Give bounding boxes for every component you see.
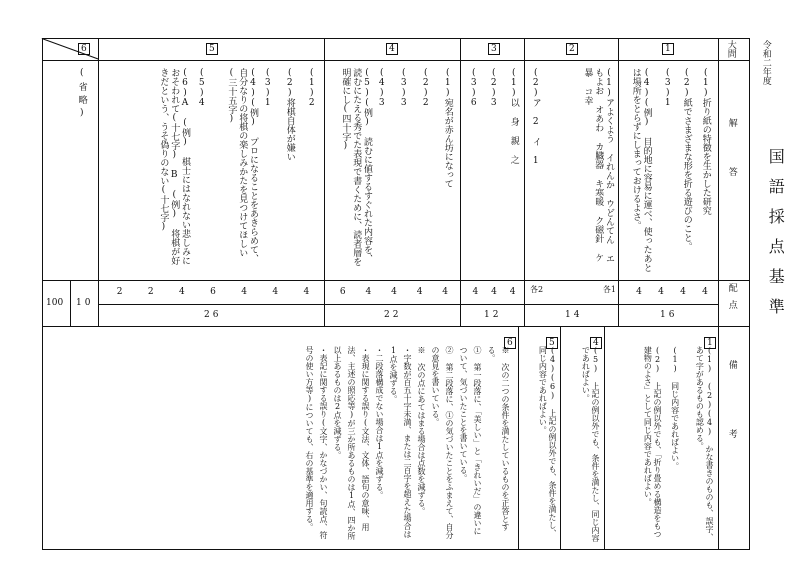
col-sep	[98, 38, 99, 326]
header-q5: 5	[206, 43, 218, 55]
q4-item-4: (4)3	[376, 68, 387, 108]
q5-item-1: (1)2	[306, 68, 317, 108]
q5-item-4: (4)(例) プロになることをあきらめて、自分なりの将棋の楽しみかたを見つけてほしい(三十五字)	[226, 68, 258, 263]
q2-points: 各2 各1	[530, 285, 616, 294]
remark-4-line-1: (5) 上記の例以外でも、条件を満たし、同じ内容であればよい。	[581, 346, 600, 542]
header-q3: 3	[488, 43, 500, 55]
q1-total: 16	[660, 310, 678, 320]
q3-total: 12	[484, 310, 502, 320]
q1-points: 4 4 4 4	[636, 287, 708, 297]
header-q2: 2	[566, 43, 578, 55]
q2-item-1: (1)アよくよう イれんか ウどんてん エもよお オあわ カ臓器 キ寒暖 ク磁針 ケ暴 コ幸	[582, 68, 614, 263]
header-q1: 1	[662, 43, 674, 55]
q5-item-3: (3)1	[262, 68, 273, 108]
remark-6-line-1: ※ 次の二つの条件を満たしているものを正答とする。	[487, 346, 510, 531]
q3-item-2: (2)3	[488, 68, 499, 108]
q4-item-2: (2)2	[420, 68, 431, 108]
label-kaitou: 解答	[726, 118, 737, 216]
remark-1-line-1: (1) (2)(4) かな書きのものも、誤字、あて字があるものも認める。	[695, 346, 714, 541]
header-q4: 4	[386, 43, 398, 55]
q1-item-3: (3)1	[662, 68, 673, 108]
q1-item-1: (1)折り紙の特徴を生かした研究	[700, 68, 711, 215]
col-sep	[460, 38, 461, 326]
q5-points: 4 4 4 6 4 2 2	[116, 287, 310, 297]
label-bikou: 備考	[726, 360, 737, 498]
remark-6-line-8: ・表記に関する誤り(文字、かなづかい、句読点、符号の使い方等)についても、右の基準を適用する。	[305, 346, 328, 539]
q2-item-2: (2)ア 2 イ 1	[530, 68, 541, 166]
col-sep	[524, 38, 525, 326]
q1-item-2: (2)紙でさまざまな形を折る遊びのこと。	[681, 68, 692, 251]
col-sep	[70, 280, 71, 326]
rule-answers	[42, 280, 750, 281]
remark-6-badge: 6	[504, 330, 516, 349]
rule-totals	[42, 326, 750, 327]
q2-total: 14	[565, 310, 583, 320]
q6-omitted: (省略)	[76, 68, 87, 122]
q4-item-3: (3)3	[398, 68, 409, 108]
remark-4-badge: 4	[590, 330, 602, 349]
label-haiten: 配点	[726, 283, 737, 317]
q5-item-5: (5)4	[196, 68, 207, 108]
rule-header	[42, 60, 750, 61]
rule-points	[98, 304, 718, 305]
remark-1-line-3: (2) 上記の例以外でも、「折り畳める構造をもつ建物のよさ」として同じ内容であればよい。	[643, 346, 662, 538]
q4-item-5: (5)(例) 読むに値するすぐれた内容を、読むにたえる秀でた表現で書くために、読者層を明確にし(四十字)	[340, 68, 372, 266]
remark-6-line-4: ※ 次の点にあてはまる場合は点数を減ずる。	[417, 346, 426, 515]
q4-total: 22	[384, 310, 402, 320]
page-title: 国語採点基準	[766, 148, 786, 328]
remark-sep	[518, 326, 519, 550]
remark-5-badge: 5	[546, 330, 558, 349]
col-sep	[618, 38, 619, 326]
q3-item-3: (3)6	[468, 68, 479, 108]
col-sep	[324, 38, 325, 326]
q5-total: 26	[204, 310, 222, 320]
q4-item-1: (1)宛名が赤ん坊になって	[442, 68, 453, 188]
grand-total: 100	[46, 298, 64, 308]
header-q6: 6	[78, 43, 90, 55]
era-label: 令和二年度	[760, 40, 771, 85]
remark-6-line-3: ② 第二段落に、①の気づいたことをふまえて、自分の意見を書いている。	[431, 346, 454, 539]
q3-item-1: (1)以身親之	[508, 68, 519, 174]
remark-1-line-2: (1) 同じ内容であればよい。	[670, 346, 680, 470]
q4-points: 4 4 4 4 6	[339, 287, 449, 297]
remark-6-line-5: ・字数が百五十字未満、または二百字を超えた場合は1点を減ずる。	[389, 346, 412, 538]
q6-points: 10	[76, 298, 94, 308]
remark-6-line-6: ・二段落構成でない場合は1点を減ずる。	[375, 346, 384, 499]
remark-6-line-2: ① 第一段落に、「美しい」と「きれいだ」の違いについて、気づいたことを書いている。	[459, 346, 482, 535]
q5-item-6: (6)A (例) 棋士にはなれない悲しみにおそわれて(十七字) B (例) 将棋が好きだという、うそ偽りのない(十七字)	[158, 68, 190, 265]
q5-item-2: (2)将棋自体が嫌い	[284, 68, 295, 161]
q1-item-4: (4)(例) 目的地に容易に運べ、使ったあとは場所をとらずにしまっておけるよさ。	[630, 68, 652, 272]
remark-6-line-7: ・表現に関する誤り(文法、文体、語句の意味、用法、主述の照応等)が三か所あるものは1点、四か所以上あるものは2点を減ずる。	[333, 346, 370, 540]
label-taimon: 大問	[725, 40, 736, 58]
remark-6-body	[248, 346, 512, 542]
q3-points: 4 4 4	[472, 287, 516, 297]
remark-sep	[604, 326, 605, 550]
remark-1-badge: 1	[704, 330, 716, 349]
col-sep	[718, 38, 719, 550]
remark-5-line-1: (4)(6) 上記の例以外でも、条件を満たし、同じ内容であればよい。	[538, 346, 557, 537]
remark-sep	[560, 326, 561, 550]
